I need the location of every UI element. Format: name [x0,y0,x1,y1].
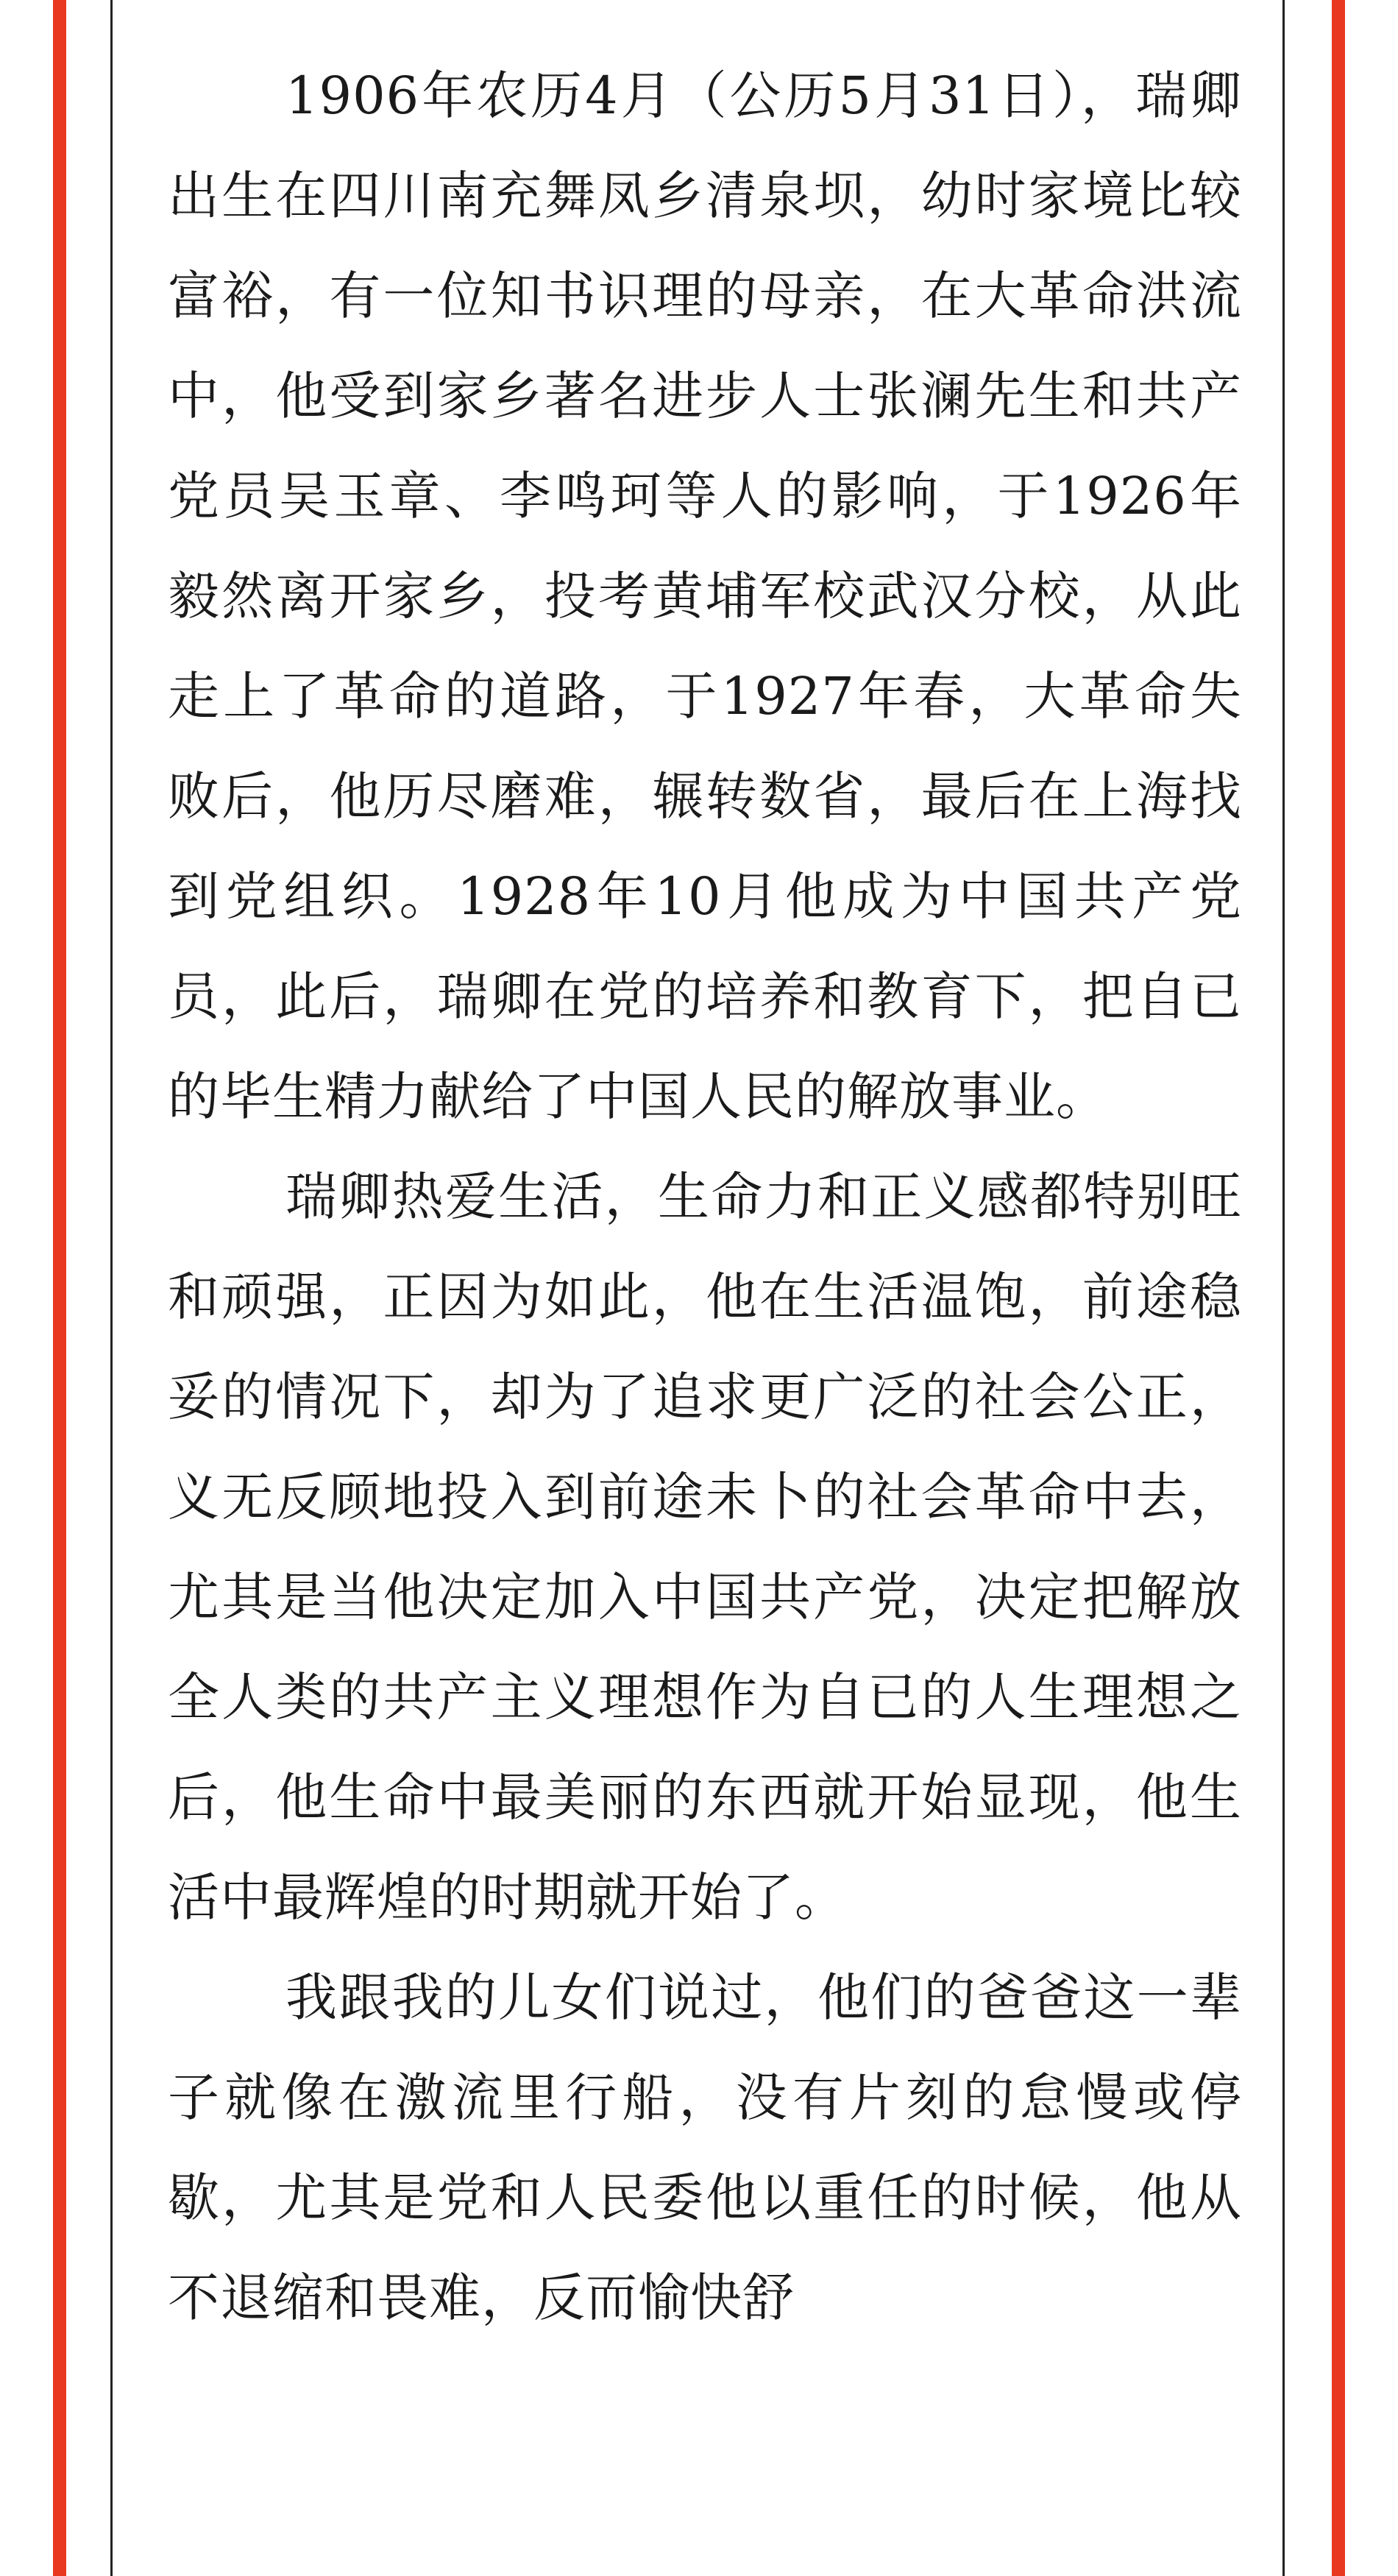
paragraph-2: 瑞卿热爱生活，生命力和正义感都特别旺和顽强，正因为如此，他在生活温饱，前途稳妥的情况下，却为了追求更广泛的社会公正，义无反顾地投入到前途未卜的社会革命中去，尤其是当他决定加入中国共产党，决定把解放全人类的共产主义理想作为自已的人生理想之后，他生命中最美丽的东西就开始显现，他生活中最辉煌的时期就开始了。 [168,1167,1242,1928]
right-red-border-bar [1332,0,1345,2576]
left-red-border-bar [53,0,66,2576]
body-text [168,46,1242,2348]
paragraph-1: 1906年农历4月（公历5月31日），瑞卿出生在四川南充舞凤乡清泉坝，幼时家境比较富裕，有一位知书识理的母亲，在大革命洪流中，他受到家乡著名进步人士张澜先生和共产党员吴玉章、李鸣珂等人的影响，于1926年毅然离开家乡，投考黄埔军校武汉分校，从此走上了革命的道路，于1927年春，大革命失败后，他历尽磨难，辗转数省，最后在上海找到党组织。1928年10月他成为中国共产党员，此后，瑞卿在党的培养和教育下，把自已的毕生精力献给了中国人民的解放事业。 [168,66,1242,1127]
paragraph-3: 我跟我的儿女们说过，他们的爸爸这一辈子就像在激流里行船，没有片刻的怠慢或停歇，尤其是党和人民委他以重任的时候，他从不退缩和畏难，反而愉快舒 [168,1967,1242,2328]
